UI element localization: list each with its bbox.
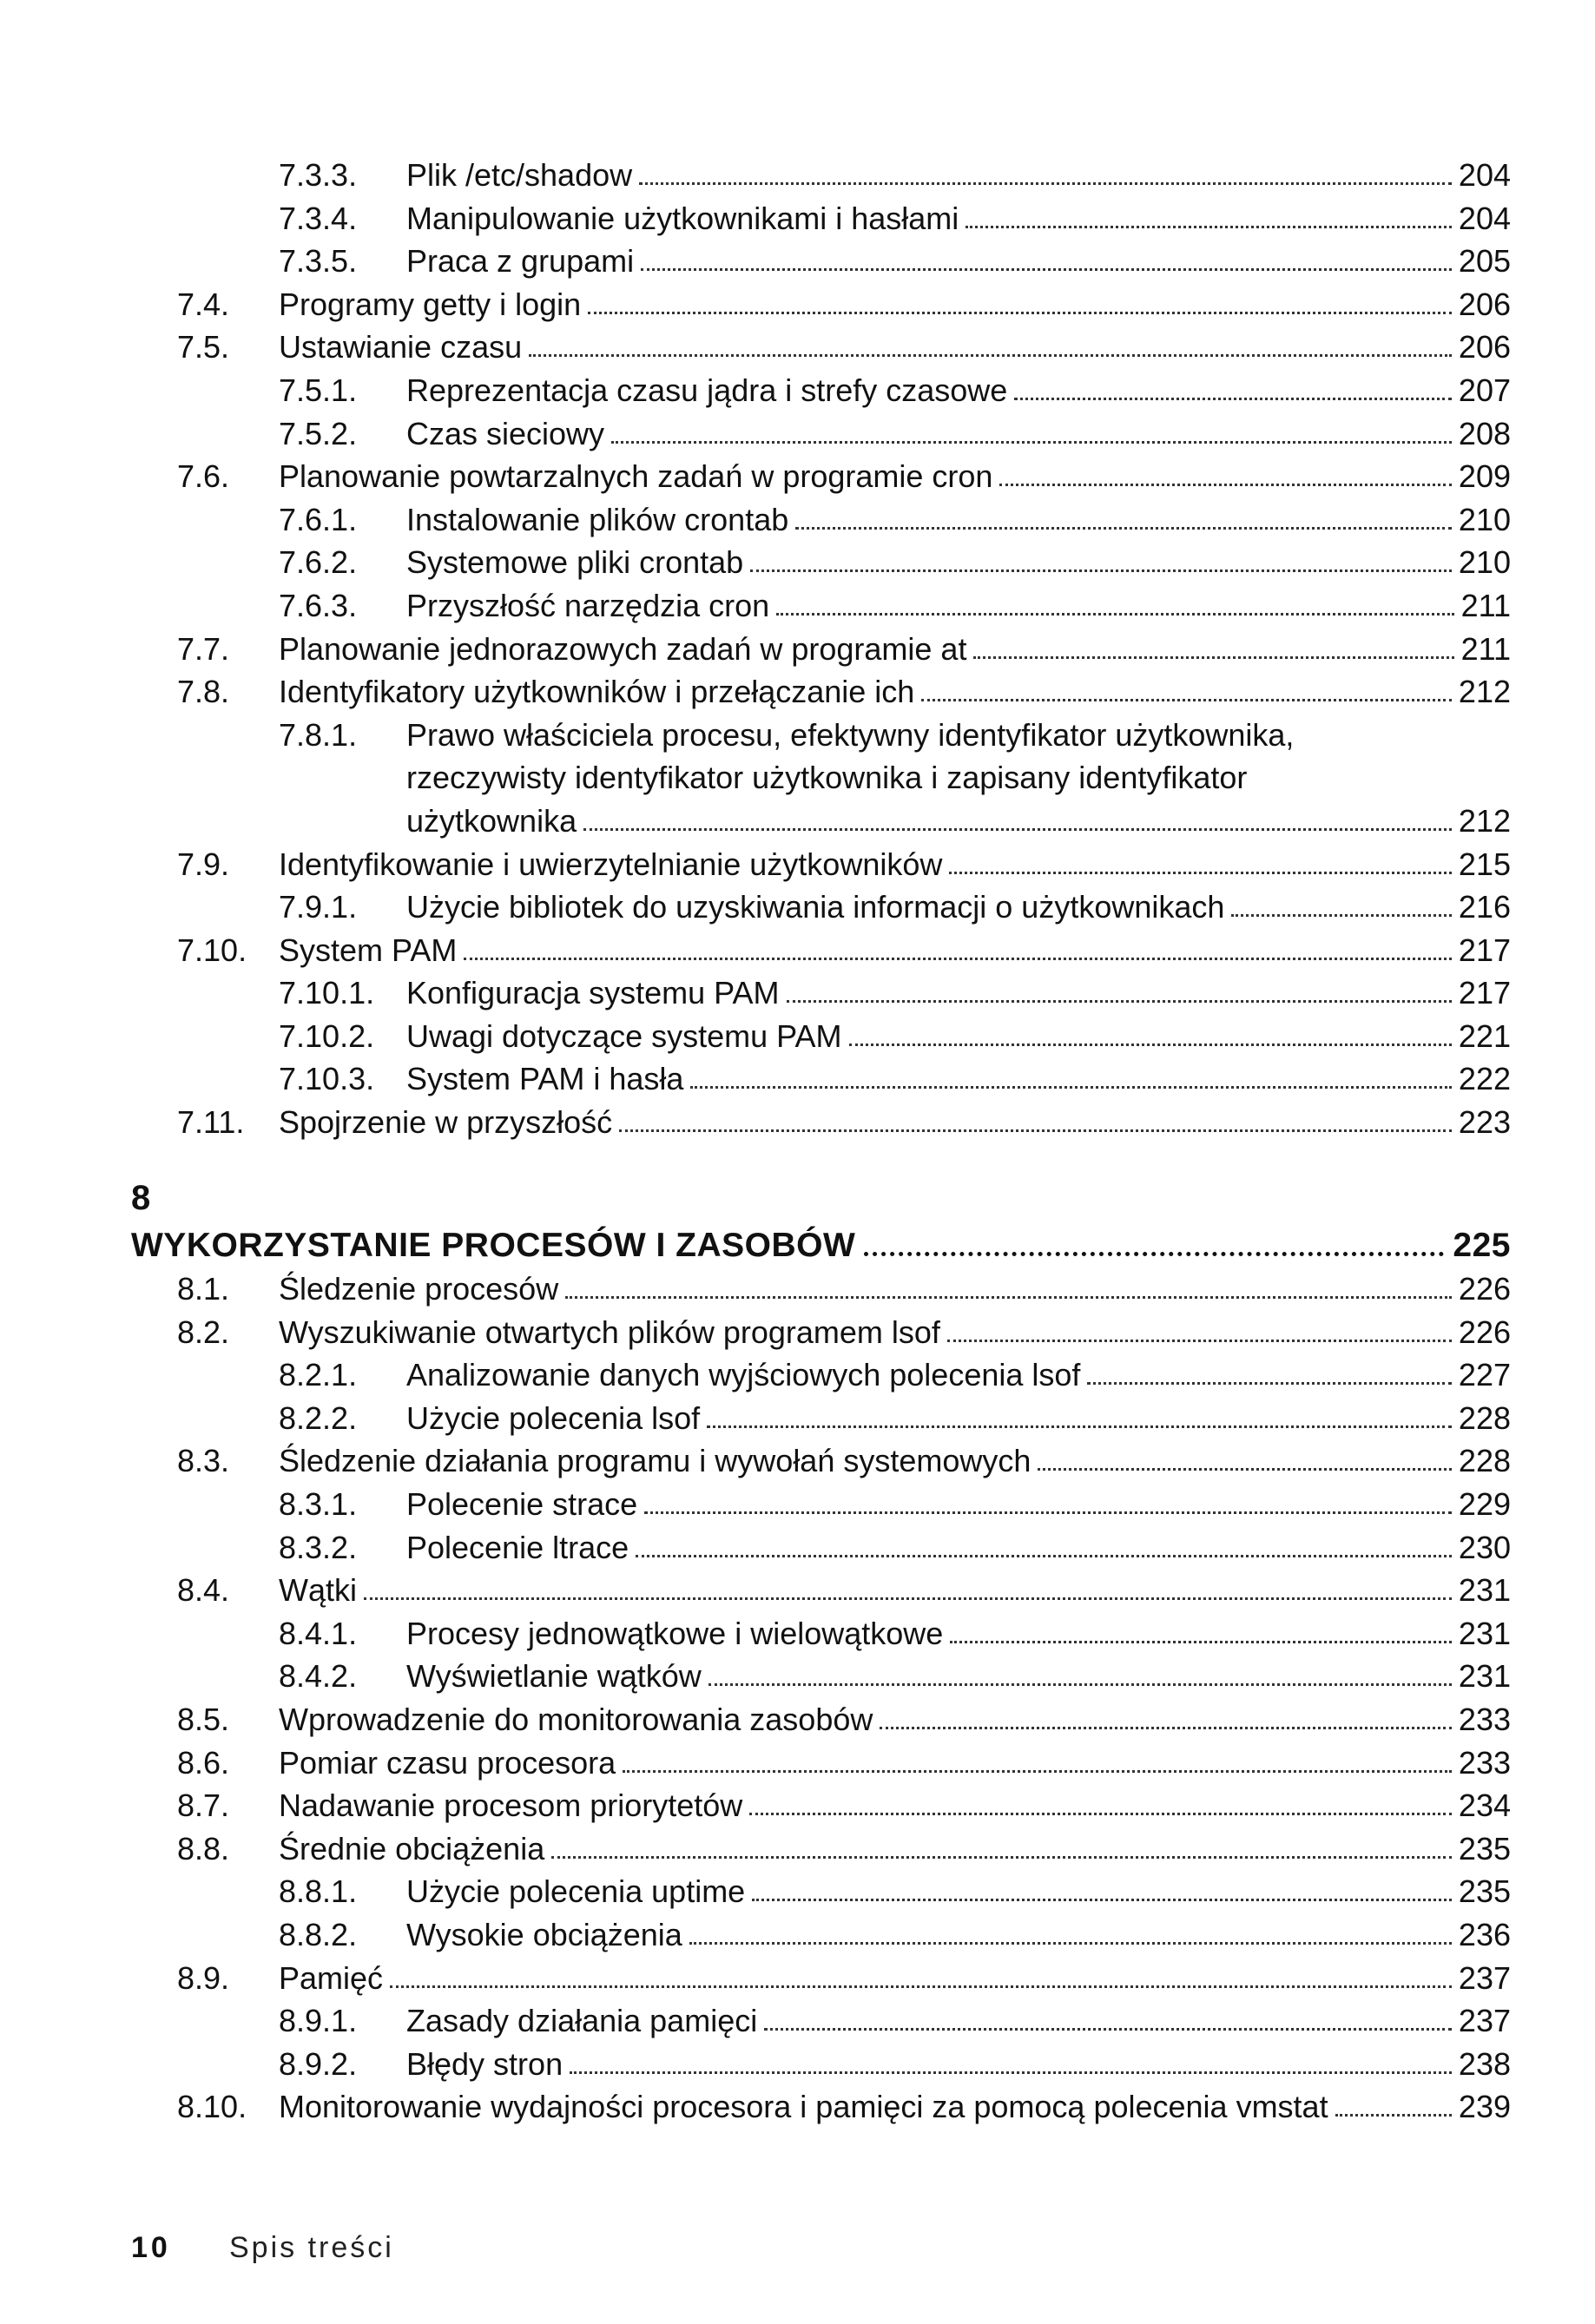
entry-title: Procesy jednowątkowe i wielowątkowe: [406, 1615, 944, 1651]
entry-title-line: [279, 1311, 1511, 1354]
toc-entry: [177, 2043, 1511, 2086]
entry-title-line: [406, 1057, 1511, 1101]
dot-leader: [689, 1913, 1452, 1945]
dot-leader: [390, 1957, 1452, 1988]
toc-entry: [177, 1741, 1511, 1785]
entry-number: 8.8.: [177, 1830, 230, 1866]
entry-title-line: [406, 1913, 1511, 1957]
entry-page: 226: [1458, 1271, 1511, 1307]
entry-title-line: [279, 1957, 1511, 2000]
entry-page: 239: [1458, 2089, 1511, 2125]
entry-page: 210: [1458, 544, 1511, 581]
entry-title-line: [279, 1439, 1511, 1483]
entry-title: Nadawanie procesom priorytetów: [279, 1787, 743, 1824]
toc-entry: [177, 1526, 1511, 1570]
toc-entry: [177, 1999, 1511, 2043]
dot-leader: [921, 670, 1452, 701]
toc-entry: [177, 1569, 1511, 1612]
entry-title-line: [279, 326, 1511, 369]
entry-title-line: [406, 1015, 1511, 1058]
dot-leader: [707, 1397, 1452, 1428]
toc-entry: [177, 1353, 1511, 1397]
dot-leader: [639, 154, 1452, 185]
entry-number: 7.5.2.: [279, 415, 358, 451]
dot-leader: [973, 628, 1453, 659]
entry-title: Planowanie jednorazowych zadań w programie at: [279, 630, 967, 667]
entry-number: 8.4.1.: [279, 1615, 358, 1651]
toc-entry: [177, 756, 1511, 800]
entry-title-line: [406, 369, 1511, 412]
chapter-number: 8: [131, 1179, 151, 1217]
entry-title: rzeczywisty identyfikator użytkownika i zapisany identyfikator: [406, 760, 1248, 796]
toc-entry: [177, 1913, 1511, 1957]
entry-page: 217: [1458, 932, 1511, 968]
dot-leader: [1014, 369, 1452, 400]
entry-title: Pamięć: [279, 1959, 384, 1996]
dot-leader: [583, 800, 1452, 831]
dot-leader: [966, 197, 1452, 228]
entry-title-line: [279, 283, 1511, 326]
entry-page: 226: [1458, 1313, 1511, 1350]
entry-title: Czas sieciowy: [406, 415, 605, 451]
entry-number: 7.3.3.: [279, 157, 358, 193]
entry-title: Zasady działania pamięci: [406, 2003, 758, 2039]
dot-leader: [949, 843, 1452, 874]
entry-number: 7.8.1.: [279, 716, 358, 753]
entry-number: 8.4.: [177, 1572, 230, 1609]
entry-title: Uwagi dotyczące systemu PAM: [406, 1017, 842, 1054]
toc-entry: [177, 971, 1511, 1015]
entry-number: 7.8.: [177, 674, 230, 710]
entry-title: Planowanie powtarzalnych zadań w programie cron: [279, 458, 993, 495]
entry-title: Śledzenie działania programu i wywołań systemowych: [279, 1443, 1031, 1479]
entry-number: 8.10.: [177, 2089, 247, 2125]
entry-title: Ustawianie czasu: [279, 329, 523, 365]
entry-title-line: [406, 1397, 1511, 1440]
entry-number: 7.10.: [177, 932, 247, 968]
toc-entry: [177, 1397, 1511, 1440]
entry-number: 7.9.1.: [279, 889, 358, 925]
toc-entry: [177, 1439, 1511, 1483]
entry-title-line: [406, 154, 1511, 197]
entry-title-line: [279, 1741, 1511, 1785]
entry-title-line: [279, 1698, 1511, 1741]
footer-running-title: Spis treści: [229, 2231, 394, 2264]
entry-title: Identyfikowanie i uwierzytelnianie użytkowników: [279, 846, 943, 882]
entry-title: Użycie polecenia lsof: [406, 1399, 701, 1436]
toc-entry: [177, 1870, 1511, 1913]
entry-page: 204: [1458, 200, 1511, 236]
entry-number: 7.10.1.: [279, 975, 375, 1011]
toc-entry: [177, 1101, 1511, 1144]
dot-leader: [950, 1612, 1452, 1643]
chapter-title: WYKORZYSTANIE PROCESÓW I ZASOBÓW: [131, 1227, 856, 1264]
toc-entry: [177, 154, 1511, 197]
entry-title: użytkownika: [406, 802, 577, 839]
entry-title: Wysokie obciążenia: [406, 1916, 682, 1952]
entry-number: 8.5.: [177, 1701, 230, 1737]
entry-page: 233: [1458, 1701, 1511, 1737]
dot-leader: [752, 1870, 1452, 1901]
entry-number: 7.6.1.: [279, 501, 358, 537]
entry-title-line: [406, 800, 1511, 843]
entry-title: Wyświetlanie wątków: [406, 1658, 702, 1695]
entry-title: Plik /etc/shadow: [406, 157, 633, 193]
dot-leader: [619, 1101, 1452, 1132]
entry-page: 229: [1458, 1485, 1511, 1522]
entry-title: System PAM: [279, 932, 458, 968]
entry-title-line: [406, 1483, 1511, 1526]
entry-title: Wyszukiwanie otwartych plików programem lsof: [279, 1313, 940, 1350]
entry-title: Użycie bibliotek do uzyskiwania informacji o użytkownikach: [406, 889, 1225, 925]
dot-leader: [551, 1827, 1452, 1859]
entry-page: 235: [1458, 1830, 1511, 1866]
toc-entry: [177, 498, 1511, 542]
entry-title-line: [406, 1612, 1511, 1656]
entry-title: Śledzenie procesów: [279, 1271, 559, 1307]
dot-leader: [947, 1311, 1452, 1342]
entry-title-line: [279, 670, 1511, 714]
toc-section-8: [177, 1267, 1511, 2129]
entry-title-line: [406, 885, 1511, 929]
dot-leader: [364, 1569, 1452, 1600]
toc-entry: [177, 369, 1511, 412]
entry-number: 7.6.: [177, 458, 230, 495]
entry-title-line: [406, 2043, 1511, 2086]
toc-entry: [177, 1267, 1511, 1311]
entry-title: Instalowanie plików crontab: [406, 501, 789, 537]
entry-number: 7.9.: [177, 846, 230, 882]
dot-leader: [565, 1267, 1452, 1299]
toc-entry: [177, 283, 1511, 326]
dot-leader: [795, 498, 1452, 530]
toc-entry: [177, 929, 1511, 972]
entry-number: 7.11.: [177, 1104, 245, 1141]
dot-leader: [999, 455, 1451, 486]
dot-leader: [570, 2043, 1452, 2074]
entry-page: 210: [1458, 501, 1511, 537]
footer-page-number: 10: [131, 2231, 171, 2264]
entry-title: Konfiguracja systemu PAM: [406, 975, 780, 1011]
chapter-page: 225: [1453, 1227, 1511, 1264]
toc-entry: [177, 885, 1511, 929]
toc-entry: [177, 326, 1511, 369]
toc-entry: [177, 1784, 1511, 1827]
entry-page: 204: [1458, 157, 1511, 193]
dot-leader: [690, 1057, 1451, 1089]
dot-leader: [787, 971, 1452, 1003]
dot-leader: [776, 584, 1453, 616]
entry-page: 228: [1458, 1443, 1511, 1479]
dot-leader: [1087, 1353, 1452, 1385]
entry-page: 231: [1458, 1572, 1511, 1609]
entry-title-line: [406, 1353, 1511, 1397]
toc-entry: [177, 1957, 1511, 2000]
entry-number: 8.9.: [177, 1959, 230, 1996]
entry-page: 235: [1458, 1873, 1511, 1910]
entry-number: 8.2.2.: [279, 1399, 358, 1436]
entry-page: 217: [1458, 975, 1511, 1011]
entry-number: 7.5.1.: [279, 372, 358, 408]
entry-title-line: [406, 541, 1511, 584]
entry-title-line: [279, 1827, 1511, 1871]
toc-entry: [177, 1827, 1511, 1871]
toc-section-7: [177, 154, 1511, 1144]
entry-page: 233: [1458, 1744, 1511, 1781]
entry-number: 8.8.1.: [279, 1873, 358, 1910]
entry-page: 238: [1458, 2045, 1511, 2082]
toc-entry: [177, 240, 1511, 283]
entry-page: 215: [1458, 846, 1511, 882]
entry-page: 211: [1460, 630, 1511, 667]
entry-number: 8.3.2.: [279, 1529, 358, 1565]
entry-number: 8.9.1.: [279, 2003, 358, 2039]
dot-leader: [880, 1698, 1452, 1729]
entry-page: 207: [1458, 372, 1511, 408]
dot-leader: [644, 1483, 1452, 1514]
entry-number: 7.6.2.: [279, 544, 358, 581]
entry-title-line: [406, 197, 1511, 240]
toc-entry: [177, 1057, 1511, 1101]
entry-number: 7.10.2.: [279, 1017, 375, 1054]
dot-leader: [849, 1015, 1452, 1046]
entry-number: 8.9.2.: [279, 2045, 358, 2082]
entry-page: 206: [1458, 329, 1511, 365]
entry-title: Błędy stron: [406, 2045, 564, 2082]
entry-page: 231: [1458, 1615, 1511, 1651]
toc-entry: [177, 1483, 1511, 1526]
entry-page: 223: [1458, 1104, 1511, 1141]
entry-page: 221: [1458, 1017, 1511, 1054]
dot-leader: [1231, 885, 1452, 917]
toc-entry: [177, 800, 1511, 843]
entry-number: 7.3.4.: [279, 200, 358, 236]
entry-title: Wprowadzenie do monitorowania zasobów: [279, 1701, 873, 1737]
dot-leader: [1038, 1439, 1452, 1471]
toc-entry: [177, 197, 1511, 240]
toc-entry: [177, 1311, 1511, 1354]
toc-entry: [177, 1015, 1511, 1058]
dot-leader: [611, 412, 1452, 444]
entry-number: 7.4.: [177, 286, 230, 322]
entry-page: 212: [1458, 674, 1511, 710]
entry-title: Programy getty i login: [279, 286, 582, 322]
entry-page: 234: [1458, 1787, 1511, 1824]
entry-title-line: [279, 2085, 1511, 2129]
dot-leader: [529, 326, 1452, 357]
toc-entry: [177, 670, 1511, 714]
entry-title-line: [406, 1999, 1511, 2043]
dot-leader: [864, 1224, 1444, 1256]
toc-entry: [177, 541, 1511, 584]
entry-title: Reprezentacja czasu jądra i strefy czasowe: [406, 372, 1008, 408]
dot-leader: [1335, 2085, 1452, 2117]
entry-title-line: [279, 843, 1511, 886]
chapter-heading: [131, 1224, 1511, 1267]
entry-number: 8.3.1.: [279, 1485, 358, 1522]
entry-page: 236: [1458, 1916, 1511, 1952]
entry-title: Prawo właściciela procesu, efektywny identyfikator użytkownika,: [406, 716, 1295, 753]
entry-page: 209: [1458, 458, 1511, 495]
entry-title: Polecenie ltrace: [406, 1529, 629, 1565]
dot-leader: [588, 283, 1452, 314]
entry-number: 7.6.3.: [279, 587, 358, 623]
entry-title: Pomiar czasu procesora: [279, 1744, 616, 1781]
entry-number: 8.2.1.: [279, 1357, 358, 1393]
entry-number: 8.7.: [177, 1787, 230, 1824]
entry-number: 7.5.: [177, 329, 230, 365]
dot-leader: [764, 1999, 1452, 2031]
dot-leader: [636, 1526, 1452, 1557]
entry-page: 228: [1458, 1399, 1511, 1436]
entry-title-line: [406, 971, 1511, 1015]
entry-title-line: [406, 1870, 1511, 1913]
entry-number: 7.10.3.: [279, 1061, 375, 1097]
entry-page: 206: [1458, 286, 1511, 322]
entry-title: System PAM i hasła: [406, 1061, 684, 1097]
entry-page: 208: [1458, 415, 1511, 451]
entry-title-line: [279, 1101, 1511, 1144]
entry-title-line: [406, 1526, 1511, 1570]
entry-title-line: [406, 240, 1511, 283]
dot-leader: [641, 240, 1452, 271]
entry-title: Monitorowanie wydajności procesora i pamięci za pomocą polecenia vmstat: [279, 2089, 1328, 2125]
entry-page: 212: [1458, 802, 1511, 839]
toc-entry: [177, 1612, 1511, 1656]
entry-title-line: [406, 498, 1511, 542]
entry-page: 237: [1458, 1959, 1511, 1996]
entry-title-line: [279, 1267, 1511, 1311]
entry-title: Polecenie strace: [406, 1485, 638, 1522]
toc-entry: [177, 584, 1511, 628]
entry-title: Manipulowanie użytkownikami i hasłami: [406, 200, 959, 236]
entry-number: 8.1.: [177, 1271, 230, 1307]
dot-leader: [623, 1741, 1452, 1773]
toc-entry: [177, 843, 1511, 886]
entry-page: 222: [1458, 1061, 1511, 1097]
entry-page: 216: [1458, 889, 1511, 925]
entry-number: 8.6.: [177, 1744, 230, 1781]
entry-page: 227: [1458, 1357, 1511, 1393]
entry-page: 230: [1458, 1529, 1511, 1565]
entry-title: Przyszłość narzędzia cron: [406, 587, 770, 623]
entry-number: 8.4.2.: [279, 1658, 358, 1695]
entry-number: 8.8.2.: [279, 1916, 358, 1952]
entry-title-line: [279, 628, 1511, 671]
entry-title: Wątki: [279, 1572, 357, 1609]
entry-page: 231: [1458, 1658, 1511, 1695]
toc-entry: [177, 412, 1511, 456]
dot-leader: [749, 1784, 1452, 1815]
toc-entry: [177, 714, 1511, 757]
entry-number: 8.2.: [177, 1313, 230, 1350]
entry-title-line: [406, 1655, 1511, 1698]
toc-entry: [177, 1698, 1511, 1741]
entry-page: 237: [1458, 2003, 1511, 2039]
entry-title-line: [279, 455, 1511, 498]
toc-entry: [177, 628, 1511, 671]
toc-entry: [177, 455, 1511, 498]
dot-leader: [750, 541, 1452, 572]
entry-number: 7.7.: [177, 630, 230, 667]
toc-entry: [177, 2085, 1511, 2129]
entry-number: 8.3.: [177, 1443, 230, 1479]
entry-title-line: [406, 412, 1511, 456]
entry-title-line: [406, 756, 1511, 800]
dot-leader: [709, 1655, 1452, 1686]
entry-page: 211: [1460, 587, 1511, 623]
entry-page: 205: [1458, 243, 1511, 280]
entry-title: Średnie obciążenia: [279, 1830, 545, 1866]
entry-title: Spojrzenie w przyszłość: [279, 1104, 613, 1141]
entry-title: Praca z grupami: [406, 243, 635, 280]
entry-title: Identyfikatory użytkowników i przełączanie ich: [279, 674, 915, 710]
dot-leader: [464, 929, 1452, 960]
entry-title: Użycie polecenia uptime: [406, 1873, 746, 1910]
entry-title-line: [279, 929, 1511, 972]
entry-title-line: [279, 1569, 1511, 1612]
entry-title: Systemowe pliki crontab: [406, 544, 744, 581]
entry-title: Analizowanie danych wyjściowych polecenia lsof: [406, 1357, 1081, 1393]
entry-title-line: [279, 1784, 1511, 1827]
entry-number: 7.3.5.: [279, 243, 358, 280]
entry-title-line: [406, 584, 1511, 628]
toc-entry: [177, 1655, 1511, 1698]
entry-title-line: [406, 714, 1511, 757]
